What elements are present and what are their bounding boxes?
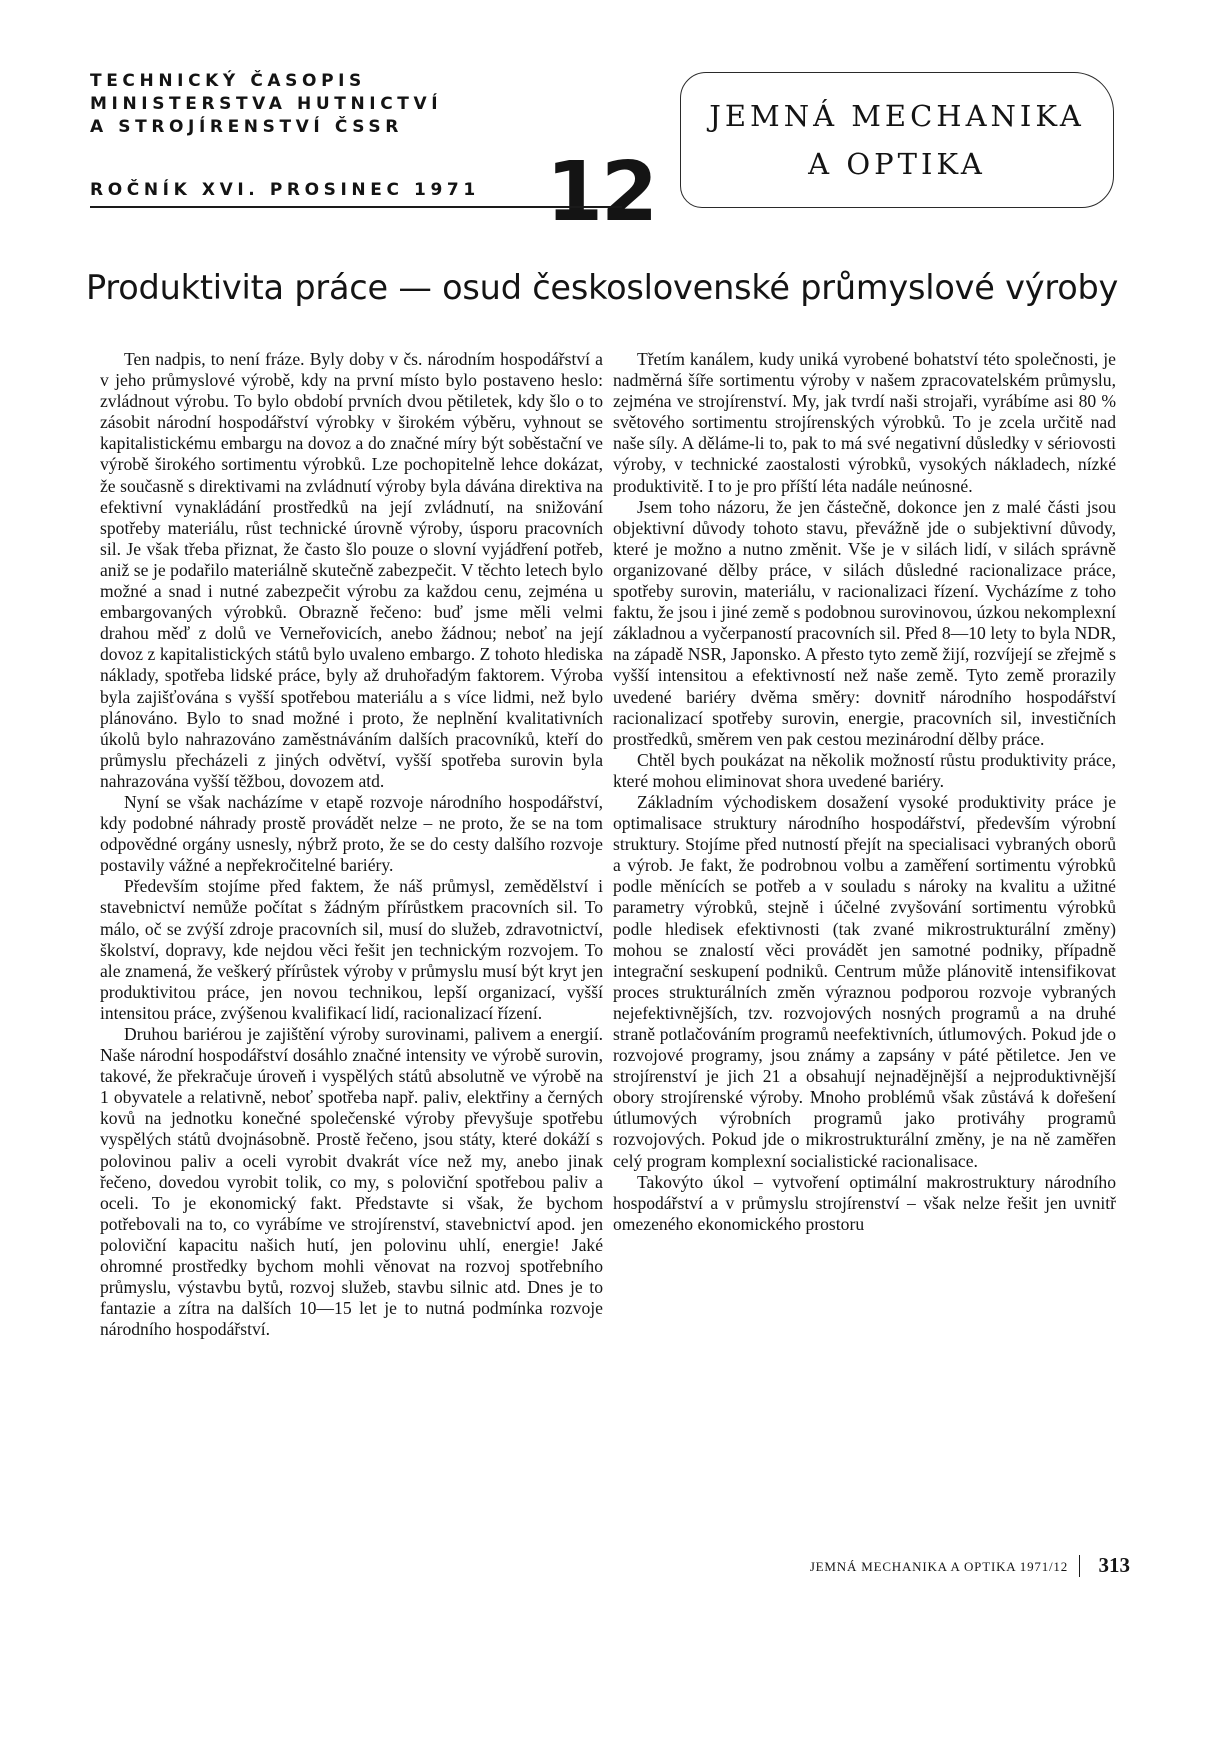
article-paragraph-9: Takovýto úkol – vytvoření optimální makrostruktury národního hospodářství a v průmyslu strojírenství – však nelze řešit jen uvnitř omezeného ekonomického prostoru	[613, 1171, 1116, 1234]
masthead	[90, 70, 657, 240]
masthead-line-2: MINISTERSTVA HUTNICTVÍ	[90, 94, 443, 114]
article-title: Produktivita práce — osud československé průmyslové výroby	[86, 268, 1119, 307]
article-paragraph-1: Ten nadpis, to není fráze. Byly doby v čs. národním hospodářství a v jeho průmyslové výrobě, kdy na první místo bylo postaveno heslo: zvládnout výrobu. To bylo období prvních dvou pětiletek, kdy šlo o to zásobit národní hospodářství výrobky v širokém výběru, vyhnout se kapitalistickému embargu na dovoz a do značné míry být soběstační ve výrobě širokého sortimentu výrobků. Lze pochopitelně lehce dokázat, že současně s direktivami na zvládnutí výroby byla dávána direktiva na efektivní vynakládání prostředků na její zvládnutí, na snižování spotřeby materiálu, růst technické úrovně výroby, úsporu pracovních sil. Je však třeba přiznat, že často šlo pouze o slovní vyjádření potřeb, aniž se je podařilo materiálně skutečně zabezpečit. V těchto letech bylo možné a snad i nutné zabezpečit výrobu za každou cenu, zejména u embargovaných výrobků. Obrazně řečeno: buď jsme měli velmi drahou měď z dolů ve Verneřovicích, anebo žádnou; neboť na její dovoz z kapitalistických států bylo uvaleno embargo. Z tohoto hlediska náklady, spotřeba lidské práce, byly až druhořadým faktorem. Výroba byla zajišťována s vyšší spotřebou materiálu a s více lidmi, než bylo plánováno. Bylo to snad možné i proto, že neplnění kvalitativních úkolů bylo nahrazováno zaměstnáváním dalších pracovníků, kteří do průmyslu přecházeli z jiných odvětví, vyšší spotřeba surovin byla nahrazována vyšší těžbou, dovozem atd.	[100, 349, 603, 791]
article-paragraph-6: Jsem toho názoru, že jen částečně, dokonce jen z malé části jsou objektivní důvody tohoto stavu, převážně jde o subjektivní důvody, které je možno a nutno změnit. Vše je v silách lidí, v silách správně organizované dělby práce, v silách důsledné racionalizace práce, spotřeby surovin, materiálu, v racionalizaci řízení. Vycházíme z toho faktu, že jsou i jiné země s podobnou surovinovou, úzkou nekomplexní základnou a vyčerpaností pracovních sil. Před 8—10 lety to byla NDR, na západě NSR, Japonsko. A přesto tyto země žijí, rozvíjejí se zřejmě s vyšší intensitou a efektivností než naše země. Tyto země prorazily uvedené bariéry dvěma směry: dovnitř národního hospodářství racionalizací spotřeby surovin, energie, pracovních sil, investičních prostředků, směrem ven pak cestou mezinárodní dělby práce.	[613, 496, 1116, 749]
page-footer	[790, 1553, 1130, 1577]
issue-number: 12	[546, 145, 657, 240]
masthead-line-1: TECHNICKÝ ČASOPIS	[90, 71, 366, 91]
masthead-line-3: A STROJÍRENSTVÍ ČSSR	[90, 117, 403, 137]
article-paragraph-7: Chtěl bych poukázat na několik možností růstu produktivity práce, které mohou eliminovat shora uvedené bariéry.	[613, 749, 1116, 791]
page-number: 313	[1098, 1553, 1130, 1577]
journal-title-line-2: A OPTIKA	[808, 147, 986, 181]
journal-title-box	[680, 72, 1114, 208]
footer-journal-name: JEMNÁ MECHANIKA A OPTIKA 1971/12	[809, 1559, 1068, 1574]
journal-title-line-1: JEMNÁ MECHANIKA	[709, 99, 1085, 133]
article-paragraph-4: Druhou bariérou je zajištění výroby surovinami, palivem a energií. Naše národní hospodářství dosáhlo značné intensity ve výrobě surovin, takové, že překračuje úroveň i vyspělých států absolutně ve výrobě na 1 obyvatele a relativně, neboť spotřeba např. paliv, elektřiny a černých kovů na jednotku konečné společenské výroby převyšuje spotřebu vyspělých států dvojnásobně. Prostě řečeno, jsou státy, které dokáží s polovinou paliv a oceli vyrobit dvakrát více než my, anebo jinak řečeno, dovedou vyrobit tolik, co my, s poloviční spotřebou paliv a oceli. To je ekonomický fakt. Představte si však, že bychom potřebovali na to, co vyrábíme ve strojírenství, stavebnictví apod. jen poloviční kapacitu našich hutí, jen polovinu uhlí, energie! Jaké ohromné prostředky bychom mohli věnovat na rozvoj spotřebního průmyslu, výstavbu bytů, rozvoj služeb, stavbu silnic atd. Dnes je to fantazie a zítra na dalších 10—15 let je to nutná podmínka rozvoje národního hospodářství.	[100, 1024, 603, 1340]
article-paragraph-3: Především stojíme před faktem, že náš průmysl, zemědělství i stavebnictví nemůže počítat s žádným přírůstkem pracovních sil. To málo, oč se zvýší zdroje pracovních sil, musí do služeb, zdravotnictví, školství, dopravy, kde nejdou věci řešit jen technickým rozvojem. To ale znamená, že veškerý přírůstek výroby v průmyslu musí být kryt jen produktivitou práce, jen novou technikou, lepší organizací, vyšší intensitou práce, zvýšenou kvalifikací lidí, racionalizací řízení.	[100, 876, 603, 1023]
article-paragraph-2: Nyní se však nacházíme v etapě rozvoje národního hospodářství, kdy podobné náhrady prostě provádět nelze – ne proto, že se na tom odpovědné orgány usnesly, nýbrž proto, že se do cesty dalšího rozvoje postavily vážné a nepřekročitelné bariéry.	[100, 791, 603, 876]
article-paragraph-5: Třetím kanálem, kudy uniká vyrobené bohatství této společnosti, je nadměrná šíře sortimentu výroby v našem zpracovatelském průmyslu, zejména ve strojírenství. My, jak tvrdí naši strojaři, vyrábíme asi 80 % světového sortimentu strojírenských výrobků. To je zcela určitě nad naše síly. A děláme-li to, pak to má své negativní důsledky v sériovosti výroby, v technické zaostalosti výrobků, vysokých nákladech, nízké produktivitě. I to je pro příští léta nadále neúnosné.	[613, 349, 1116, 496]
column-right	[613, 349, 1116, 1235]
masthead-rule	[90, 206, 622, 208]
article-paragraph-8: Základním východiskem dosažení vysoké produktivity práce je optimalisace struktury národního hospodářství, především výrobní struktury. Stojíme před nutností přejít na specialisaci vybraných oborů a výrob. Je fakt, že podrobnou volbu a zaměření sortimentu výrobků podle měnících se potřeb a v souladu s nároky na kvalitu a užitné parametry výrobků, stejně i účelné zvyšování sortimentu výrobků podle hledisek efektivnosti (tak zvané mikrostrukturální změny) mohou se znalostí věci provádět jen samotné podniky, případně integrační seskupení podniků. Centrum může plánovitě intensifikovat proces strukturálních změn výraznou podporou rozvoje vybraných nejefektivnějších, tzv. rozvojových nosných programů a na druhé straně potlačováním programů neefektivních, útlumových. Pokud jde o rozvojové programy, jsou známy a zapsány v páté pětiletce. Jen ve strojírenství je jich 21 a obsahují nejnadějnější a nejproduktivnější obory strojírenské výroby. Mnoho problémů však zůstává k dořešení útlumových výrobních programů jako protiváhy programů rozvojových. Pokud jde o mikrostrukturální změny, je na ně zaměřen celý program komplexní socialistické racionalisace.	[613, 791, 1116, 1171]
masthead-issue-line: ROČNÍK XVI. PROSINEC 1971	[90, 180, 480, 200]
footer-divider	[1079, 1555, 1080, 1577]
column-left	[100, 349, 603, 1340]
